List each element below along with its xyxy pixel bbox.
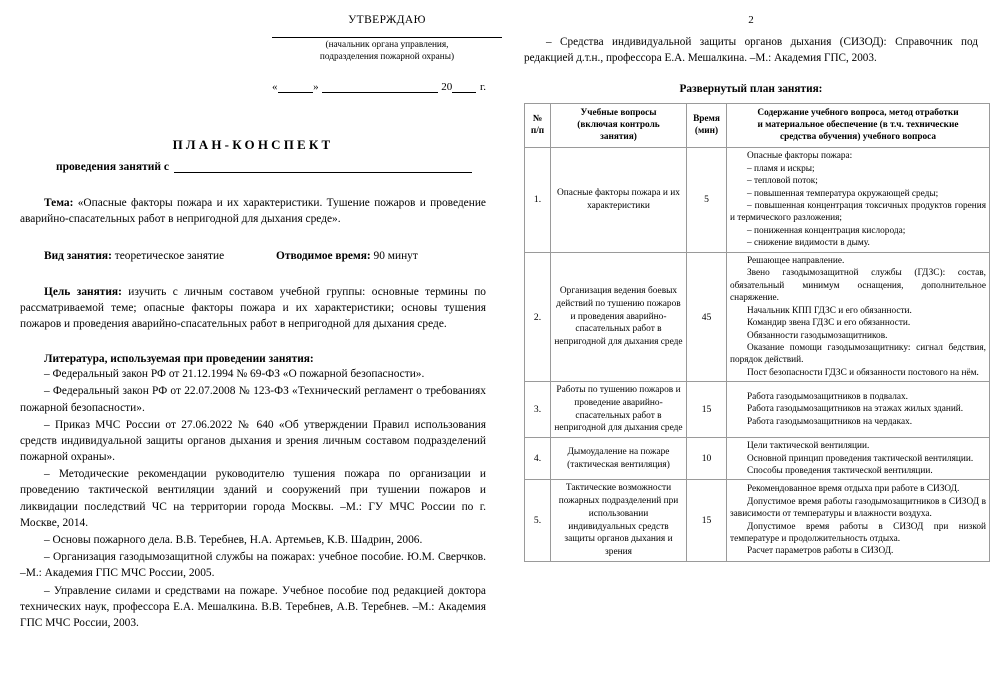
row-question: Тактические возможности пожарных подразделений при использовании индивидуальных средств защиты органов дыхания и зрения bbox=[551, 480, 687, 561]
row-content-line: Командир звена ГДЗС и его обязанности. bbox=[747, 318, 911, 329]
row-time: 15 bbox=[687, 480, 727, 561]
column-header-content-line3: средства обучения) учебного вопроса bbox=[779, 131, 937, 142]
date-year-prefix: 20 bbox=[441, 81, 453, 94]
page-title: ПЛАН-КОНСПЕКТ bbox=[172, 137, 334, 153]
table-header-row bbox=[525, 104, 990, 148]
row-question: Организация ведения боевых действий по тушению пожаров и проведения аварийно-спасательных работ в непригодной для дыхания среде bbox=[551, 252, 687, 382]
row-number: 3. bbox=[525, 382, 551, 438]
literature-item-continued: – Средства индивидуальной защиты органов дыхания (СИЗОД): Справочник под редакцией д.т.н., профессора Е.А. Мешалкина. –М.: Академия ГПС, 2003. bbox=[524, 36, 978, 64]
approval-signature-line bbox=[272, 37, 502, 38]
row-content-line: Рекомендованное время отдыха при работе в СИЗОД. bbox=[747, 484, 960, 495]
goal-paragraph bbox=[20, 284, 486, 333]
row-question: Работы по тушению пожаров и проведение аварийно-спасательных работ в непригодной для дыхания среде bbox=[551, 382, 687, 438]
lesson-type-value: теоретическое занятие bbox=[111, 249, 225, 262]
allotted-time-group bbox=[276, 250, 418, 262]
date-month-blank bbox=[322, 81, 439, 93]
row-content bbox=[727, 438, 990, 480]
theme-paragraph bbox=[20, 195, 486, 227]
row-question: Опасные факторы пожара и их характеристики bbox=[551, 148, 687, 253]
literature-item: – Федеральный закон РФ от 22.07.2008 № 123-ФЗ «Технический регламент о требованиях пожарной безопасности». bbox=[20, 385, 486, 414]
approval-caption-line2: подразделения пожарной охраны) bbox=[319, 51, 455, 62]
row-content-line: Работа газодымозащитников на чердаках. bbox=[747, 416, 913, 427]
right-page-column bbox=[500, 0, 1000, 689]
column-header-number-line2: п/п bbox=[530, 125, 545, 136]
row-content-line: Основной принцип проведения тактической вентиляции. bbox=[747, 453, 974, 464]
row-content-line: Решающее направление. bbox=[747, 255, 845, 266]
document-subtitle-label: проведения занятий с bbox=[56, 161, 170, 174]
lesson-plan-table bbox=[524, 103, 990, 561]
goal-text: изучить с личным составом учебной группы: основные термины по рассматриваемой теме; опасные факторы пожара и их характеристики; основы тушения пожаров и проведения аварийно-спасательных работ в непригодной для дыхания среде. bbox=[20, 285, 486, 330]
row-content bbox=[727, 382, 990, 438]
row-content-line: – повышенная концентрация токсичных продуктов горения и термического разложения; bbox=[730, 200, 986, 224]
row-content-line: Допустимое время работы газодымозащитников в СИЗОД в зависимости от температуры и влажности воздуха. bbox=[730, 496, 986, 520]
row-question: Дымоудаление на пожаре (тактическая вентиляция) bbox=[551, 438, 687, 480]
column-header-questions bbox=[551, 104, 687, 148]
row-number: 4. bbox=[525, 438, 551, 480]
column-header-questions-line1: Учебные вопросы bbox=[580, 108, 657, 119]
row-content-line: Пост безопасности ГДЗС и обязанности постового на нём. bbox=[747, 367, 979, 378]
row-content-line: Цели тактической вентиляции. bbox=[747, 441, 870, 452]
lesson-meta-row bbox=[20, 250, 486, 262]
row-content-line: Работа газодымозащитников на этажах жилых зданий. bbox=[747, 404, 964, 415]
row-number: 2. bbox=[525, 252, 551, 382]
column-header-questions-line2: (включая контроль bbox=[577, 119, 660, 130]
table-row bbox=[525, 252, 990, 382]
allotted-time-label: Отводимое время: bbox=[276, 249, 371, 262]
row-number: 1. bbox=[525, 148, 551, 253]
approval-block bbox=[272, 14, 502, 63]
table-row bbox=[525, 480, 990, 561]
literature-item: – Методические рекомендации руководителю тушения пожара по организации и проведению тактической вентиляции зданий и сооружений при тушении пожаров и ликвидации последствий ЧС на территории города Москвы. –М.: ГУ МЧС России по г. Москве, 2014. bbox=[20, 468, 486, 529]
row-content-line: Обязанности газодымозащитников. bbox=[747, 330, 888, 341]
column-header-content bbox=[727, 104, 990, 148]
row-time: 5 bbox=[687, 148, 727, 253]
row-content-line: Работа газодымозащитников в подвалах. bbox=[747, 392, 908, 403]
approval-title: УТВЕРЖДАЮ bbox=[348, 14, 426, 26]
date-quote-close: » bbox=[313, 81, 319, 94]
approval-date-row bbox=[272, 81, 486, 93]
row-content-line: – повышенная температура окружающей среды; bbox=[747, 188, 939, 199]
lesson-type-group bbox=[44, 250, 276, 262]
date-year-blank bbox=[452, 81, 476, 93]
row-time: 15 bbox=[687, 382, 727, 438]
literature-item: – Основы пожарного дела. В.В. Теребнев, Н.А. Артемьев, К.В. Шадрин, 2006. bbox=[44, 534, 423, 547]
row-content-line: Допустимое время работы в СИЗОД при низкой температуре и продолжительность отдыха. bbox=[730, 521, 986, 544]
row-content-line: Расчет параметров работы в СИЗОД. bbox=[747, 546, 894, 557]
row-time: 45 bbox=[687, 252, 727, 382]
theme-label: Тема: bbox=[44, 197, 74, 210]
column-header-content-line2: и материальное обеспечение (в т.ч. технические bbox=[757, 119, 959, 130]
column-header-time bbox=[687, 104, 727, 148]
literature-item: – Организация газодымозащитной службы на пожарах: учебное пособие. Ю.М. Сверчков. –М.: Академия ГПС МЧС России, 2005. bbox=[20, 551, 486, 580]
page-number: 2 bbox=[748, 14, 754, 26]
column-header-number bbox=[525, 104, 551, 148]
column-header-number-line1: № bbox=[532, 114, 543, 125]
row-content-line: – пламя и искры; bbox=[747, 163, 815, 174]
column-header-questions-line3: занятия) bbox=[600, 131, 637, 142]
literature-item: – Управление силами и средствами на пожаре. Учебное пособие под редакцией доктора технических наук, профессора Е.А. Мешалкина. В.В. Теребнев, А.В. Теребнев. –М.: Академия ГПС МЧС России, 2003. bbox=[20, 584, 486, 629]
table-row bbox=[525, 438, 990, 480]
row-content-line: Начальник КПП ГДЗС и его обязанности. bbox=[747, 305, 912, 316]
table-row bbox=[525, 382, 990, 438]
row-content bbox=[727, 148, 990, 253]
document-subtitle-row bbox=[56, 160, 486, 173]
column-header-time-line1: Время bbox=[693, 114, 720, 125]
literature-heading: Литература, используемая при проведении занятия: bbox=[44, 353, 314, 366]
column-header-content-line1: Содержание учебного вопроса, метод отработки bbox=[757, 108, 959, 119]
row-content-line: – тепловой поток; bbox=[747, 176, 818, 187]
date-year-suffix: г. bbox=[479, 81, 486, 94]
detailed-plan-heading: Развернутый план занятия: bbox=[679, 83, 823, 96]
date-quote-open: « bbox=[272, 81, 278, 94]
document-subtitle-blank bbox=[174, 160, 472, 173]
allotted-time-value: 90 минут bbox=[370, 249, 418, 262]
row-content-line: Опасные факторы пожара: bbox=[747, 151, 853, 162]
literature-item: – Приказ МЧС России от 27.06.2022 № 640 «Об утверждении Правил использования средств индивидуальной защиты органов дыхания и зрения личным составом подразделений пожарной охраны». bbox=[20, 418, 486, 464]
row-content-line: Способы проведения тактической вентиляции. bbox=[747, 465, 933, 476]
literature-item: – Федеральный закон РФ от 21.12.1994 № 69-ФЗ «О пожарной безопасности». bbox=[44, 368, 425, 381]
date-day-blank bbox=[278, 81, 314, 93]
approval-caption-line1: (начальник органа управления, bbox=[325, 40, 449, 50]
row-content-line: – пониженная концентрация кислорода; bbox=[747, 225, 906, 236]
theme-text: «Опасные факторы пожара и их характеристики. Тушение пожаров и проведение аварийно-спасательных работ в непригодной для дыхания среде». bbox=[20, 197, 486, 226]
row-content bbox=[727, 480, 990, 561]
row-number: 5. bbox=[525, 480, 551, 561]
row-time: 10 bbox=[687, 438, 727, 480]
goal-label: Цель занятия: bbox=[44, 285, 122, 298]
column-header-time-line2: (мин) bbox=[694, 125, 719, 136]
table-row bbox=[525, 148, 990, 253]
lesson-type-label: Вид занятия: bbox=[44, 249, 112, 262]
row-content bbox=[727, 252, 990, 382]
row-content-line: Оказание помощи газодымозащитнику: сигнал бедствия, порядок действий. bbox=[730, 342, 986, 366]
row-content-line: Звено газодымозащитной службы (ГДЗС): состав, обязательный минимум оснащения, дополнительное снаряжение. bbox=[730, 268, 986, 304]
row-content-line: – снижение видимости в дыму. bbox=[747, 238, 870, 249]
